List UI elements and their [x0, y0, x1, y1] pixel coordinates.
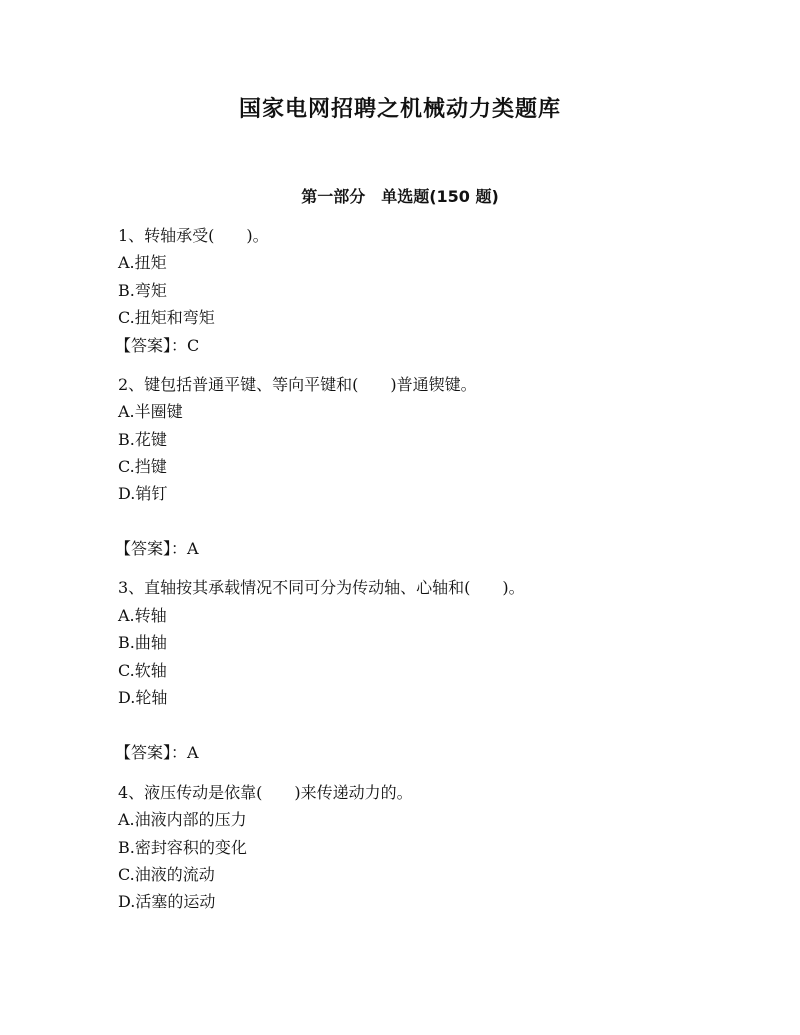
question-2-option-a: A.半圈键: [118, 402, 183, 421]
question-4-option-c: C.油液的流动: [118, 865, 215, 884]
question-1-stem: 1、转轴承受( )。: [118, 226, 269, 245]
question-1-option-a: A.扭矩: [118, 253, 167, 272]
question-3-stem: 3、直轴按其承载情况不同可分为传动轴、心轴和( )。: [118, 578, 525, 597]
question-2-option-c: C.挡键: [118, 457, 167, 476]
question-3-answer: 【答案】：A: [115, 743, 199, 762]
question-2-stem: 2、键包括普通平键、等向平键和( )普通锲键。: [118, 375, 477, 394]
question-3-option-c: C.软轴: [118, 661, 167, 680]
question-4-option-d: D.活塞的运动: [118, 892, 216, 911]
question-2-answer: 【答案】：A: [115, 539, 199, 558]
question-1-option-c: C.扭矩和弯矩: [118, 308, 215, 327]
question-3-option-a: A.转轴: [118, 606, 167, 625]
question-1-option-b: B.弯矩: [118, 281, 167, 300]
question-1-answer: 【答案】：C: [115, 336, 200, 355]
question-4-stem: 4、液压传动是依靠( )来传递动力的。: [118, 783, 413, 802]
page-title: 国家电网招聘之机械动力类题库: [238, 97, 561, 122]
question-2-option-d: D.销钉: [118, 484, 168, 503]
question-3-option-d: D.轮轴: [118, 688, 168, 707]
question-2-option-b: B.花键: [118, 430, 167, 449]
section-title: 第一部分 单选题(150 题): [301, 187, 499, 206]
question-4-option-b: B.密封容积的变化: [118, 838, 247, 857]
question-3-option-b: B.曲轴: [118, 633, 167, 652]
question-4-option-a: A.油液内部的压力: [118, 810, 247, 829]
